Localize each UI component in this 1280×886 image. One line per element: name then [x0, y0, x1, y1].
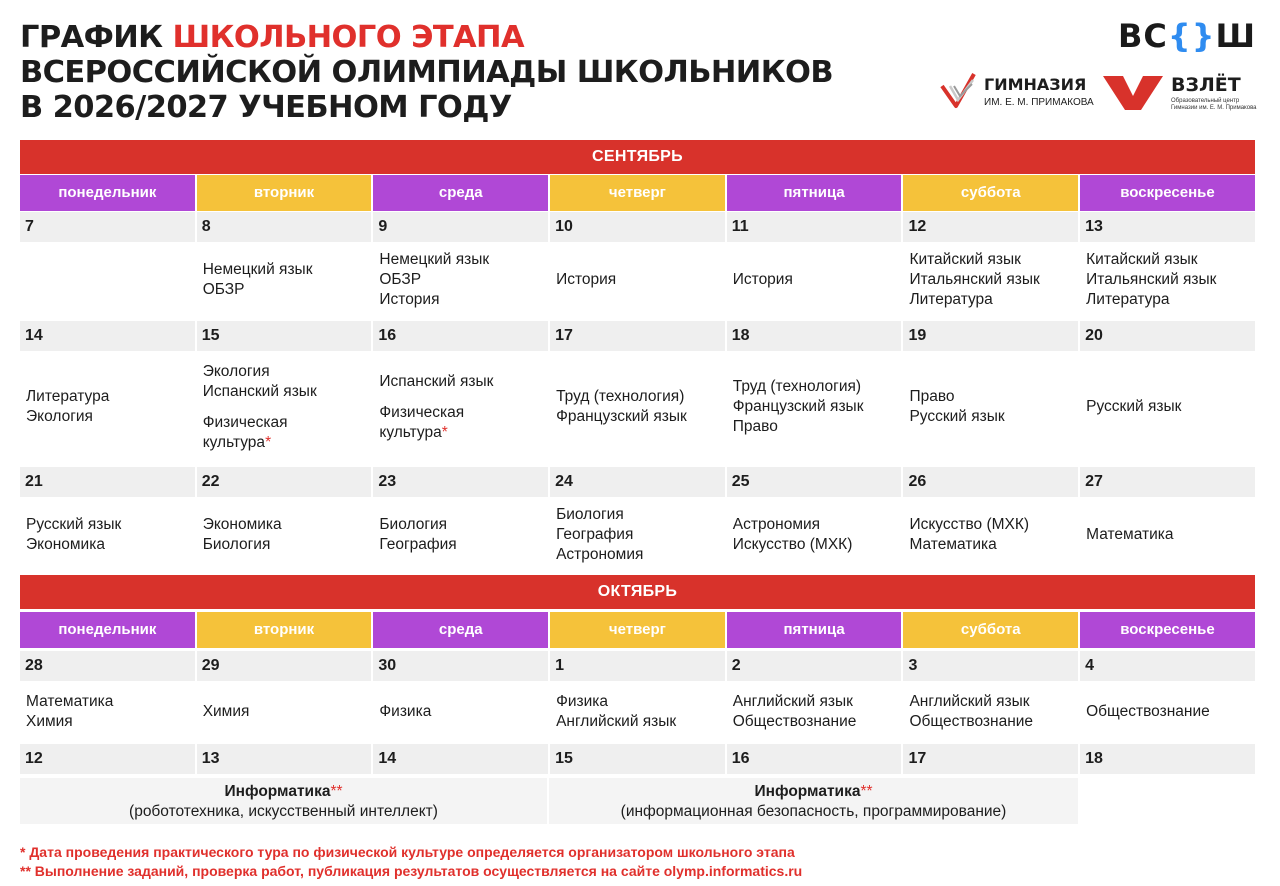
- subject-line: [909, 270, 1078, 290]
- subject-name: Китайский язык: [1086, 250, 1198, 268]
- subject-line: [909, 290, 1078, 310]
- gymnasium-emblem-icon: [940, 72, 976, 110]
- subject-name: Экология: [202, 362, 270, 380]
- subject-name: Немецкий язык: [379, 250, 490, 268]
- subject-name: Экономика: [26, 535, 105, 553]
- subject-name: Астрономия: [556, 545, 644, 563]
- subject-name: Химия: [202, 703, 250, 720]
- weekday-header-row-october: [20, 612, 1255, 648]
- title-line-1: [20, 20, 833, 55]
- subject-line: [556, 712, 725, 732]
- subject-name: Физическая: [202, 413, 288, 431]
- subject-name: Труд (технология): [732, 378, 862, 395]
- subject-name: Итальянский язык: [909, 270, 1040, 288]
- date-cell: 12: [903, 212, 1078, 242]
- subjects-cell: [727, 242, 902, 317]
- weekday-3: среда: [373, 612, 548, 648]
- footnote-mark: **: [860, 783, 873, 800]
- subjects-cell: [373, 351, 548, 463]
- subjects-cell: [903, 497, 1078, 572]
- informatics-note: (робототехника, искусственный интеллект): [129, 803, 438, 820]
- date-cell: 14: [20, 321, 195, 351]
- subjects-cell: [903, 681, 1078, 743]
- subjects-cell: [373, 242, 548, 317]
- subject-line: [26, 407, 195, 427]
- subject-name: Математика: [909, 535, 997, 553]
- informatics-title: Информатика: [754, 783, 861, 800]
- month-header-october: ОКТЯБРЬ: [20, 575, 1255, 609]
- vsosh-logo-left: ВС: [1118, 17, 1168, 55]
- date-cell: 7: [20, 212, 195, 242]
- subject-name: Искусство (МХК): [732, 535, 853, 553]
- subjects-cell: [197, 681, 372, 743]
- vsosh-logo-brace-close: }: [1191, 17, 1216, 55]
- subject-line: [203, 433, 372, 453]
- vsosh-logo: [1118, 17, 1256, 55]
- date-cell: 24: [550, 467, 725, 497]
- subject-line: [909, 407, 1078, 427]
- subjects-cell: [1080, 681, 1255, 743]
- subjects-cell: [373, 497, 548, 572]
- subject-name: Обществознание: [909, 713, 1034, 730]
- footnote-mark: *: [441, 423, 448, 441]
- week-row: [20, 212, 1255, 317]
- date-cell: 19: [903, 321, 1078, 351]
- subject-line: [379, 403, 548, 423]
- subject-line: [733, 692, 902, 712]
- subject-line: [733, 535, 902, 555]
- subject-name: Итальянский язык: [1086, 270, 1217, 288]
- subject-name: Испанский язык: [202, 382, 317, 400]
- date-cell: 11: [727, 212, 902, 242]
- subjects-cell: [373, 681, 548, 743]
- subject-name: Обществознание: [732, 713, 857, 730]
- subject-line: [203, 702, 372, 722]
- subject-line: [909, 387, 1078, 407]
- subjects-cell: [20, 242, 195, 317]
- weekday-2: вторник: [197, 175, 372, 211]
- date-cell: 10: [550, 212, 725, 242]
- weekday-5: пятница: [727, 175, 902, 211]
- subjects-cell: [903, 242, 1078, 317]
- subject-name: Испанский язык: [379, 372, 494, 390]
- gymnasium-name: ГИМНАЗИЯ: [984, 75, 1087, 94]
- week-row: [20, 651, 1255, 743]
- weekday-header-row-september: [20, 175, 1255, 211]
- subject-name: ОБЗР: [202, 280, 245, 298]
- date-cell: 22: [197, 467, 372, 497]
- week-row: [20, 467, 1255, 572]
- subject-line: [556, 407, 725, 427]
- date-cell: 2: [727, 651, 902, 681]
- weekday-7: воскресенье: [1080, 175, 1255, 211]
- date-cell: 18: [727, 321, 902, 351]
- subject-line: [733, 712, 902, 732]
- date-cell: 17: [903, 744, 1078, 774]
- subject-line: [733, 270, 902, 290]
- title-prefix: ГРАФИК: [20, 20, 173, 55]
- subjects-cell: [197, 497, 372, 572]
- subject-name: Немецкий язык: [202, 260, 313, 278]
- subject-line: [1086, 290, 1255, 310]
- subject-line: [556, 525, 725, 545]
- weekday-4: четверг: [550, 175, 725, 211]
- subject-name: Литература: [26, 388, 110, 405]
- subjects-cell: [550, 242, 725, 317]
- subject-line: [733, 417, 902, 437]
- subject-name: Экология: [26, 408, 93, 425]
- subjects-cell: [903, 351, 1078, 463]
- weekday-4: четверг: [550, 612, 725, 648]
- subject-line: [203, 280, 372, 300]
- date-cell: 3: [903, 651, 1078, 681]
- subjects-cell: [550, 497, 725, 572]
- subject-name: Английский язык: [909, 693, 1030, 710]
- date-cell: 8: [197, 212, 372, 242]
- weekday-3: среда: [373, 175, 548, 211]
- gymnasium-logo: [940, 70, 1100, 114]
- subject-line: [26, 535, 195, 555]
- weekday-1: понедельник: [20, 175, 195, 211]
- subject-spacer: [203, 402, 372, 413]
- week-row: [20, 744, 1255, 774]
- subject-name: Русский язык: [1086, 398, 1182, 415]
- vzlet-emblem-icon: [1103, 76, 1163, 110]
- subject-name: Биология: [379, 515, 448, 533]
- subject-line: [203, 260, 372, 280]
- subject-line: [1086, 525, 1255, 545]
- subject-name: Право: [732, 418, 778, 435]
- subject-name: культура: [202, 433, 266, 451]
- weekday-6: суббота: [903, 612, 1078, 648]
- date-cell: 16: [727, 744, 902, 774]
- subject-name: культура: [379, 423, 442, 441]
- subject-name: География: [379, 535, 457, 553]
- vzlet-name: ВЗЛЁТ: [1171, 74, 1241, 96]
- subject-name: Русский язык: [909, 408, 1005, 425]
- subject-line: [909, 515, 1078, 535]
- subject-name: География: [556, 525, 634, 543]
- footnote-1: * Дата проведения практического тура по физической культуре определяется организатором школьного этапа: [20, 844, 795, 860]
- vzlet-logo: [1103, 72, 1263, 116]
- date-cell: 23: [373, 467, 548, 497]
- vsosh-logo-right: Ш: [1215, 17, 1256, 55]
- date-cell: 4: [1080, 651, 1255, 681]
- date-cell: 9: [373, 212, 548, 242]
- weekday-7: воскресенье: [1080, 612, 1255, 648]
- gymnasium-subtitle: ИМ. Е. М. ПРИМАКОВА: [984, 97, 1094, 108]
- subject-line: [26, 712, 195, 732]
- footnotes: [20, 843, 802, 881]
- subject-line: [1086, 250, 1255, 270]
- subject-line: [203, 535, 372, 555]
- subject-line: [26, 692, 195, 712]
- subject-line: [379, 535, 548, 555]
- footnote-mark: *: [265, 433, 272, 451]
- subject-name: Искусство (МХК): [909, 515, 1030, 533]
- subject-name: ОБЗР: [379, 270, 422, 288]
- subject-name: Литература: [909, 290, 993, 308]
- subject-name: Французский язык: [556, 408, 687, 425]
- subject-line: [556, 505, 725, 525]
- weekday-2: вторник: [197, 612, 372, 648]
- date-cell: 21: [20, 467, 195, 497]
- subject-line: [379, 290, 548, 310]
- subject-line: [203, 362, 372, 382]
- subject-name: Математика: [26, 693, 114, 710]
- subject-line: [203, 382, 372, 402]
- subject-line: [203, 413, 372, 433]
- subject-name: Английский язык: [556, 713, 677, 730]
- date-cell: 29: [197, 651, 372, 681]
- subject-name: Экономика: [202, 515, 282, 533]
- date-cell: 26: [903, 467, 1078, 497]
- subject-line: [556, 387, 725, 407]
- subject-name: Химия: [26, 713, 73, 730]
- subjects-cell: [197, 351, 372, 463]
- weekday-5: пятница: [727, 612, 902, 648]
- week-row: [20, 321, 1255, 463]
- subjects-cell: [1080, 242, 1255, 317]
- weekday-6: суббота: [903, 175, 1078, 211]
- informatics-box-2: [549, 778, 1078, 824]
- subjects-cell: [1080, 351, 1255, 463]
- subject-name: Обществознание: [1086, 703, 1210, 720]
- subject-name: История: [732, 270, 793, 288]
- footnote-mark: **: [330, 783, 343, 800]
- subject-name: Биология: [556, 505, 624, 523]
- date-cell: 30: [373, 651, 548, 681]
- subject-line: [909, 250, 1078, 270]
- subjects-cell: [20, 497, 195, 572]
- subject-line: [379, 702, 548, 722]
- title-accent: ШКОЛЬНОГО ЭТАПА: [172, 20, 524, 55]
- date-cell: 1: [550, 651, 725, 681]
- subject-line: [733, 377, 902, 397]
- date-cell: 12: [20, 744, 195, 774]
- subject-name: Физика: [379, 703, 432, 720]
- subjects-cell: [197, 242, 372, 317]
- subject-line: [379, 250, 548, 270]
- subject-line: [556, 545, 725, 565]
- subject-line: [909, 712, 1078, 732]
- date-cell: 16: [373, 321, 548, 351]
- subjects-cell: [550, 351, 725, 463]
- informatics-box-1: [20, 778, 547, 824]
- date-cell: 28: [20, 651, 195, 681]
- date-cell: 13: [1080, 212, 1255, 242]
- informatics-note: (информационная безопасность, программирование): [620, 803, 1007, 820]
- subject-name: Литература: [1086, 290, 1170, 308]
- date-cell: 15: [197, 321, 372, 351]
- month-header-september: СЕНТЯБРЬ: [20, 140, 1255, 174]
- subject-line: [1086, 270, 1255, 290]
- date-cell: 15: [550, 744, 725, 774]
- date-cell: 17: [550, 321, 725, 351]
- subject-line: [909, 535, 1078, 555]
- weekday-1: понедельник: [20, 612, 195, 648]
- date-cell: 18: [1080, 744, 1255, 774]
- subject-line: [1086, 702, 1255, 722]
- vzlet-subtitle: Образовательный центр Гимназии им. Е. М. Примакова: [1171, 98, 1257, 111]
- title-line-2: ВСЕРОССИЙСКОЙ ОЛИМПИАДЫ ШКОЛЬНИКОВ: [20, 55, 834, 90]
- subject-line: [203, 515, 372, 535]
- date-cell: 14: [373, 744, 548, 774]
- date-cell: 13: [197, 744, 372, 774]
- empty-cell: [1080, 778, 1255, 824]
- subject-line: [556, 692, 725, 712]
- subject-line: [556, 270, 725, 290]
- subject-line: [379, 372, 548, 392]
- subject-line: [26, 515, 195, 535]
- date-cell: 20: [1080, 321, 1255, 351]
- subjects-cell: [727, 681, 902, 743]
- subjects-cell: [727, 497, 902, 572]
- subject-name: Право: [909, 388, 955, 405]
- subject-name: Труд (технология): [556, 388, 685, 405]
- subject-name: История: [379, 290, 440, 308]
- subject-line: [909, 692, 1078, 712]
- subject-line: [733, 515, 902, 535]
- subjects-cell: [550, 681, 725, 743]
- subject-name: Физика: [556, 693, 609, 710]
- footnote-2: ** Выполнение заданий, проверка работ, публикация результатов осуществляется на сайте olymp.informatics.ru: [20, 863, 803, 879]
- subject-name: Французский язык: [732, 398, 864, 415]
- subject-name: Китайский язык: [909, 250, 1021, 268]
- subject-name: Математика: [1086, 525, 1174, 543]
- title-line-3: В 2026/2027 УЧЕБНОМ ГОДУ: [20, 90, 512, 125]
- subjects-cell: [20, 681, 195, 743]
- subject-name: Английский язык: [732, 693, 853, 710]
- subject-line: [1086, 397, 1255, 417]
- subject-line: [379, 423, 548, 443]
- subject-line: [26, 387, 195, 407]
- page-title: [20, 20, 833, 125]
- subject-name: Физическая: [379, 403, 465, 421]
- subjects-cell: [1080, 497, 1255, 572]
- vsosh-logo-brace-open: {: [1167, 17, 1192, 55]
- subject-line: [379, 270, 548, 290]
- subjects-cell: [20, 351, 195, 463]
- subjects-cell: [727, 351, 902, 463]
- subject-name: Астрономия: [732, 515, 821, 533]
- subject-name: История: [556, 270, 617, 288]
- date-cell: 27: [1080, 467, 1255, 497]
- date-cell: 25: [727, 467, 902, 497]
- subject-name: Русский язык: [26, 515, 122, 533]
- informatics-title: Информатика: [224, 783, 331, 800]
- subject-line: [379, 515, 548, 535]
- subject-name: Биология: [202, 535, 271, 553]
- subject-line: [733, 397, 902, 417]
- subject-spacer: [379, 392, 548, 403]
